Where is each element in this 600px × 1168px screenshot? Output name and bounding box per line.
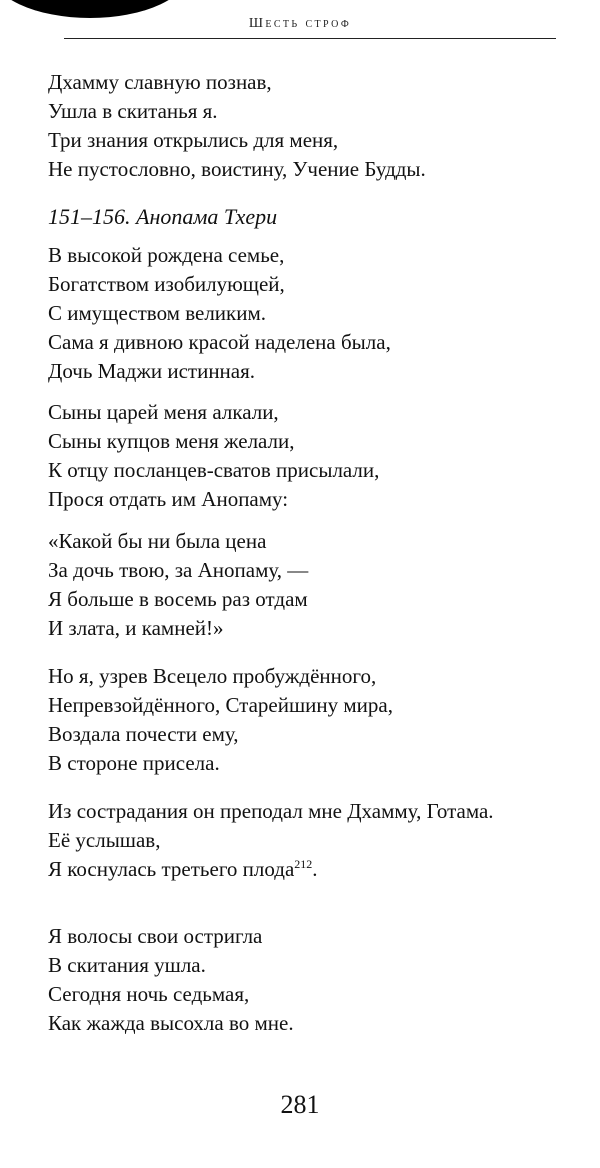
running-head: Шесть строф bbox=[248, 16, 352, 31]
verse-punctuation: . bbox=[312, 857, 318, 881]
stanza-6 bbox=[48, 797, 494, 884]
verse-line: Сегодня ночь седьмая, bbox=[48, 982, 250, 1006]
stanza-1 bbox=[48, 68, 426, 184]
verse-line: Её услышав, bbox=[48, 828, 161, 852]
stanza-7 bbox=[48, 922, 294, 1038]
stanza-4 bbox=[48, 527, 308, 643]
verse-line: Из сострадания он преподал мне Дхамму, Готама. bbox=[48, 799, 494, 823]
verse-line: «Какой бы ни была цена bbox=[48, 529, 267, 553]
verse-line: Я больше в восемь раз отдам bbox=[48, 587, 308, 611]
verse-line: Я волосы свои остригла bbox=[48, 924, 263, 948]
verse-line: Воздала почести ему, bbox=[48, 722, 239, 746]
verse-line: В стороне присела. bbox=[48, 751, 220, 775]
verse-text: Я коснулась третьего плода bbox=[48, 857, 295, 881]
verse-line: И злата, и камней!» bbox=[48, 616, 224, 640]
verse-line: В скитания ушла. bbox=[48, 953, 206, 977]
verse-line: Не пустословно, воистину, Учение Будды. bbox=[48, 157, 426, 181]
verse-line: Сама я дивною красой наделена была, bbox=[48, 330, 391, 354]
header-rule bbox=[64, 38, 556, 39]
verse-line: Сыны царей меня алкали, bbox=[48, 400, 279, 424]
verse-line: Сыны купцов меня желали, bbox=[48, 429, 295, 453]
verse-line: Ушла в скитанья я. bbox=[48, 99, 218, 123]
page-number: 281 bbox=[280, 1090, 320, 1119]
stanza-2 bbox=[48, 241, 391, 386]
verse-line-with-footnote bbox=[48, 855, 494, 884]
verse-line: Богатством изобилующей, bbox=[48, 272, 285, 296]
verse-line: Три знания открылись для меня, bbox=[48, 128, 339, 152]
footnote-reference[interactable]: 212 bbox=[294, 857, 313, 871]
verse-line: Непревзойдённого, Старейшину мира, bbox=[48, 693, 393, 717]
verse-line: Но я, узрев Всецело пробуждённого, bbox=[48, 664, 377, 688]
verse-line: Прося отдать им Анопаму: bbox=[48, 487, 289, 511]
verse-line: Как жажда высохла во мне. bbox=[48, 1011, 294, 1035]
verse-line: Дхамму славную познав, bbox=[48, 70, 272, 94]
stanza-3 bbox=[48, 398, 379, 514]
verse-line: С имуществом великим. bbox=[48, 301, 267, 325]
verse-line: В высокой рождена семье, bbox=[48, 243, 285, 267]
stanza-5 bbox=[48, 662, 393, 778]
verse-line: Дочь Маджи истинная. bbox=[48, 359, 256, 383]
section-heading: 151–156. Анопама Тхери bbox=[48, 204, 278, 229]
verse-line: К отцу посланцев-сватов присылали, bbox=[48, 458, 380, 482]
verse-line: За дочь твою, за Анопаму, — bbox=[48, 558, 309, 582]
